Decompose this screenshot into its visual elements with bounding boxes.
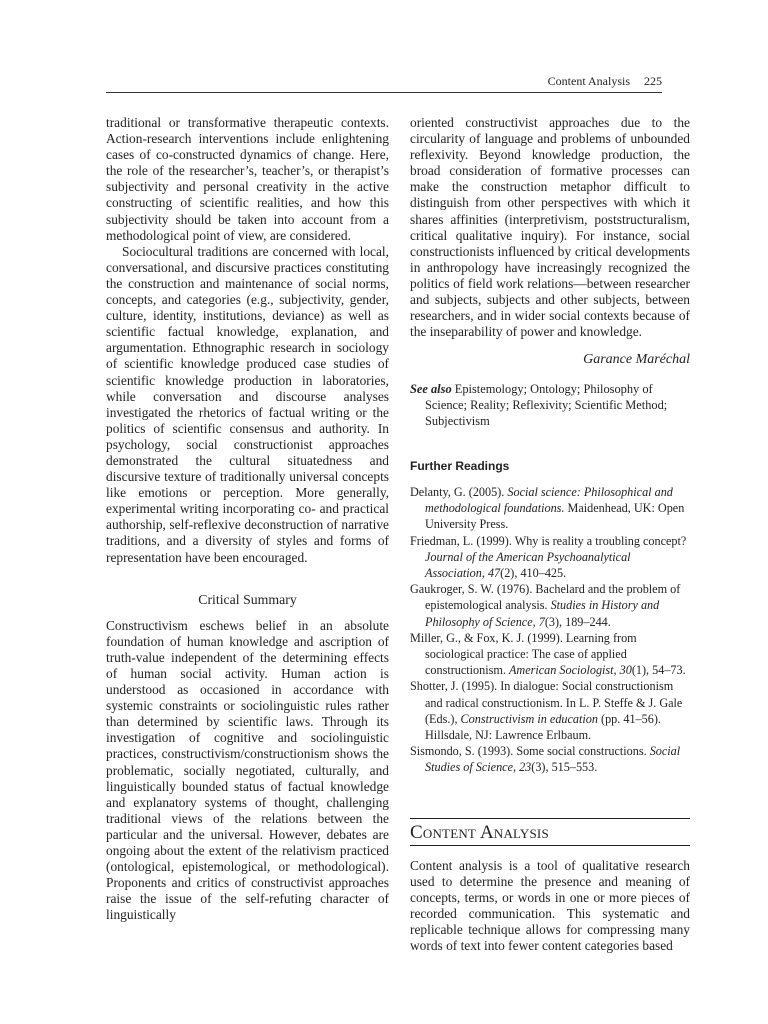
reference [410,533,690,582]
ref-text: (3), 515–553. [531,760,598,775]
ref-text: Friedman, L. (1999). Why is reality a troubling concept? [410,533,687,548]
entry-rule-bottom [410,845,690,846]
ref-italic: Studies in History and Philosophy of Science, 7 [425,598,660,629]
paragraph: oriented constructivist approaches due to the circularity of language and problems of unbounded reflexivity. Beyond knowledge production, the broad consideration of formative processes can make the construction metaphor difficult to distinguish from other perspectives with which it shares affinities (interpretivism, poststructuralism, critical qualitative inquiry). For instance, social constructionists influenced by critical developments in anthropology have increasingly recognized the politics of field work relations—between researcher and subjects, subjects and other subjects, between researchers, and in wider social contexts because of the inseparability of power and knowledge. [410,115,690,340]
ref-text: Maidenhead, UK: Open University Press. [425,501,685,532]
ref-italic: Constructivism in education [460,711,598,726]
reference [410,581,690,630]
ref-text: Sismondo, S. (1993). Some social constructions. [410,744,650,759]
reference-list [410,484,690,776]
ref-text: Miller, G., & Fox, K. J. (1999). Learning from sociological practice: The case of applied constructionism. [410,630,637,678]
reference [410,630,690,679]
ref-italic: Social Studies of Science, 23 [425,744,681,775]
running-header [106,74,662,89]
reference [410,678,690,743]
further-readings-heading: Further Readings [410,458,510,473]
header-rule [106,92,662,93]
ref-text: (pp. 41–56). Hillsdale, NJ: Lawrence Erlbaum. [425,711,661,742]
paragraph: Sociocultural traditions are concerned with local, conversational, and discursive practices constituting the construction and maintenance of social norms, concepts, and categories (e.g., subjectivity, gender, culture, identity, institutions, deviance) as well as scientific factual knowledge, explanation, and argumentation. Ethnographic research in sociology of scientific knowledge produced case studies of scientific knowledge production in laboratories, while conversation and discourse analyses investigated the rhetorics of factual writing or the politics of scientific consensus and authority. In psychology, social constructionist approaches demonstrated the cultural situatedness and discursive texture of traditionally universal concepts like emotions or perception. More generally, experimental writing incorporating co- and practical authorship, self-reflexive deconstruction of narrative traditions, and a diversity of styles and forms of representation have been encouraged. [106,243,389,565]
ref-italic: American Sociologist, 30 [508,663,632,678]
right-column [410,115,690,954]
ref-text: (3), 189–244. [544,614,611,629]
paragraph: Content analysis is a tool of qualitative research used to determine the presence and meaning of concepts, terms, or words in one or more pieces of recorded communication. This systematic and replicable technique allows for compressing many words of text into fewer content categories based [410,857,690,954]
reference [410,743,690,775]
paragraph: Constructivism eschews belief in an absolute foundation of human knowledge and ascription of truth-value independent of the determining effects of human social activity. Human action is understood as occasioned in accordance with systemic constraints or sociolinguistic rules rather than determined by scientific laws. Through its investigation of cognitive and sociolinguistic practices, constructivism/constructionism shows the problematic, socially negotiated, culturally, and linguistically bounded status of factual knowledge and explanatory systems of thought, challenging traditional views of the relations between the particular and the universal. However, debates are ongoing about the extent of the relativism practiced (ontological, epistemological, or methodological). Proponents and critics of constructivist approaches raise the issue of the self-refuting character of linguistically [106,617,389,923]
paragraph: traditional or transformative therapeutic contexts. Action-research interventions include enlightening cases of co-constructed dynamics of change. Here, the role of the researcher’s, teacher’s, or therapist’s subjectivity and personal creativity in the active constructing of scientific realities, and how this subjectivity should be taken into account from a methodological point of view, are considered. [106,115,389,243]
ref-text: Shotter, J. (1995). In dialogue: Social constructionism and radical constructionism. In L. P. Steffe & J. Gale (Eds.), [410,679,683,726]
entry-title: Content Analysis [410,821,549,843]
ref-text: (2), 410–425. [500,565,567,580]
section-heading: Critical Summary [198,591,297,607]
ref-text: (1), 54–73. [631,663,686,678]
see-also-label: See also [410,382,452,397]
left-column [106,115,389,924]
author-byline: Garance Maréchal [583,352,690,368]
page-number: 225 [644,74,662,88]
ref-text: Gaukroger, S. W. (1976). Bachelard and the problem of epistemological analysis. [410,582,681,613]
see-also [410,382,690,429]
running-title: Content Analysis [547,74,630,88]
reference [410,484,690,533]
see-also-text: Epistemology; Ontology; Philosophy of Science; Reality; Reflexivity; Scientific Method; Subjectivism [425,382,668,428]
ref-italic: Journal of the American Psychoanalytical Association, 47 [425,549,631,580]
ref-italic: Social science: Philosophical and methodological foundations. [425,484,673,516]
ref-text: Delanty, G. (2005). [410,484,508,499]
